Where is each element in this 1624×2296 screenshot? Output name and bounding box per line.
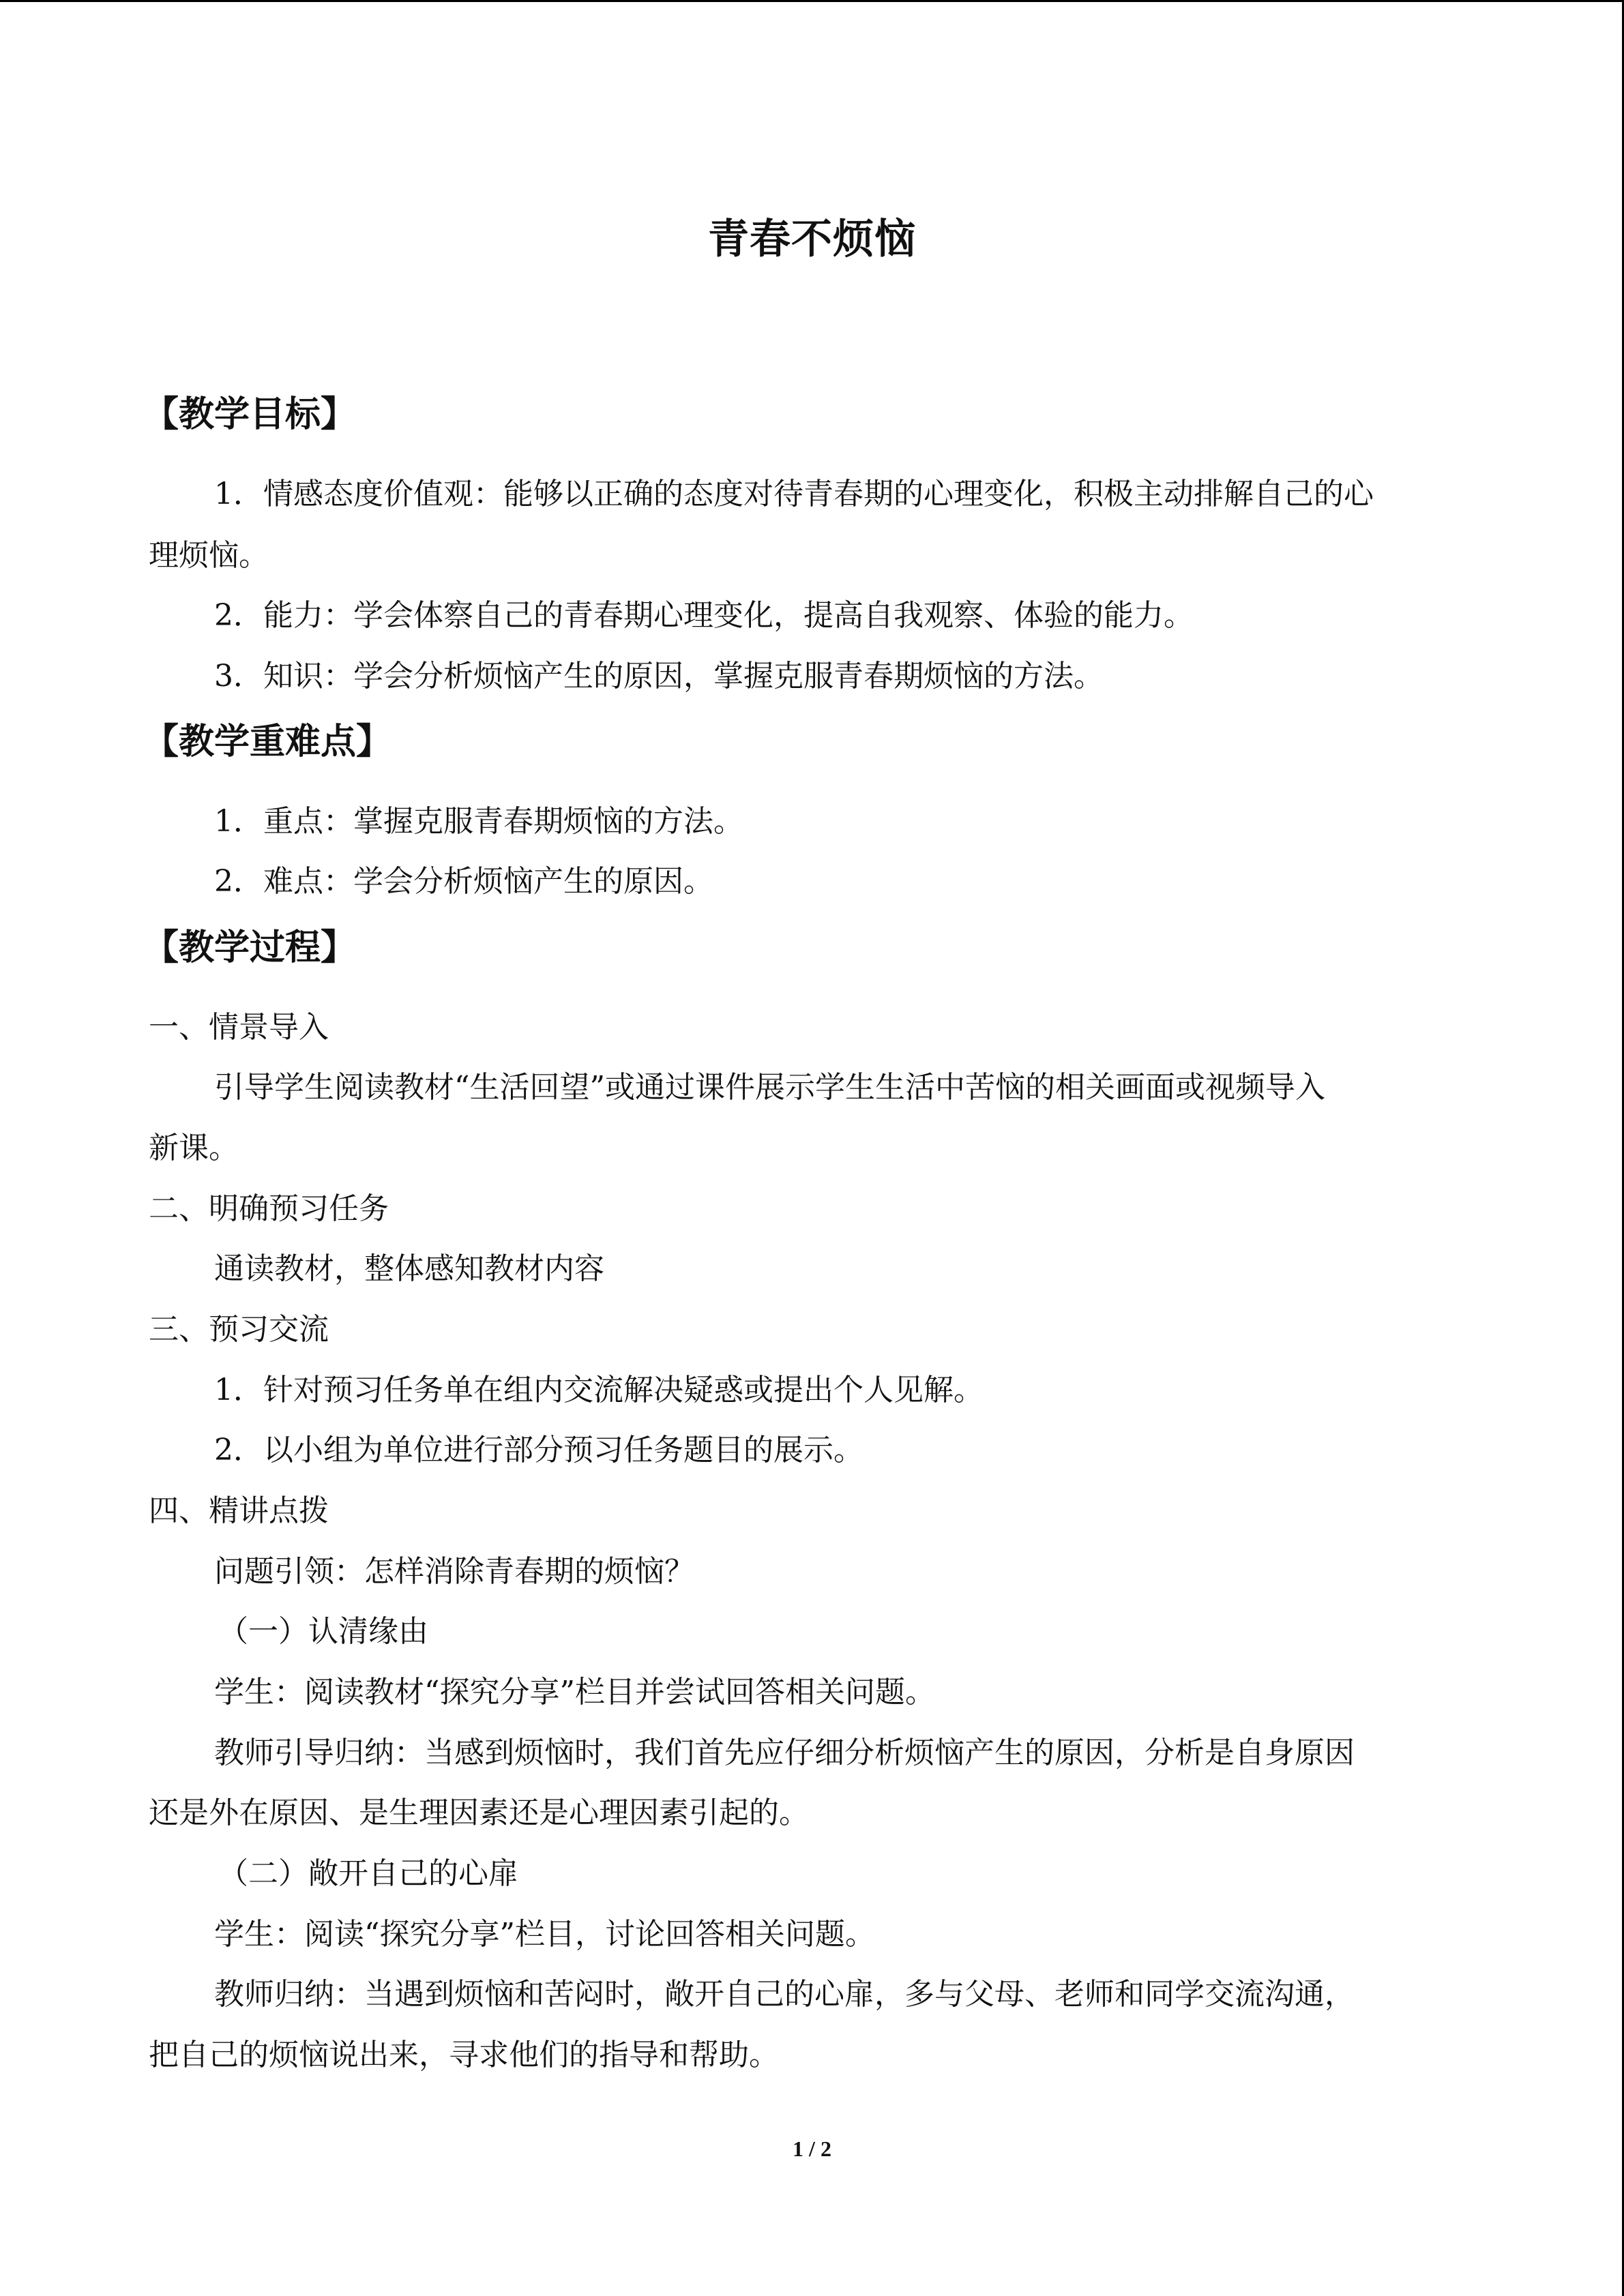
- page-number: 1 / 2: [793, 2136, 831, 2161]
- subsection-1-teacher-line-2: 还是外在原因、是生理因素还是心理因素引起的。: [149, 1795, 809, 1830]
- process-part-3-title: 三、预习交流: [149, 1312, 329, 1347]
- goal-item-1-line-1: 1．情感态度价值观：能够以正确的态度对待青春期的心理变化，积极主动排解自己的心: [214, 477, 1374, 511]
- subsection-2-teacher-line-2: 把自己的烦恼说出来，寻求他们的指导和帮助。: [149, 2038, 779, 2072]
- key-point-item-2: 2．难点：学会分析烦恼产生的原因。: [214, 864, 713, 899]
- process-part-2-title: 二、明确预习任务: [149, 1191, 389, 1226]
- document-title: 青春不烦恼: [708, 215, 916, 263]
- section-heading-process: 【教学过程】: [143, 927, 357, 968]
- subsection-2-title: （二）敞开自己的心扉: [218, 1856, 518, 1891]
- process-part-3-item-1: 1．针对预习任务单在组内交流解决疑惑或提出个人见解。: [214, 1373, 984, 1407]
- goal-item-3: 3．知识：学会分析烦恼产生的原因，掌握克服青春期烦恼的方法。: [214, 659, 1104, 694]
- goal-item-1-line-2: 理烦恼。: [149, 538, 269, 573]
- key-point-item-1: 1．重点：掌握克服青春期烦恼的方法。: [214, 804, 743, 839]
- process-part-1-title: 一、情景导入: [149, 1010, 329, 1045]
- goal-item-2: 2．能力：学会体察自己的青春期心理变化，提高自我观察、体验的能力。: [214, 598, 1194, 633]
- section-heading-goals: 【教学目标】: [143, 394, 357, 435]
- section-heading-key-points: 【教学重难点】: [143, 721, 392, 762]
- subsection-2-teacher-line-1: 教师归纳：当遇到烦恼和苦闷时，敞开自己的心扉，多与父母、老师和同学交流沟通，: [214, 1977, 1355, 2012]
- process-part-1-text-line-1: 引导学生阅读教材“生活回望”或通过课件展示学生生活中苦恼的相关画面或视频导入: [214, 1070, 1325, 1105]
- process-part-3-item-2: 2．以小组为单位进行部分预习任务题目的展示。: [214, 1433, 863, 1467]
- process-part-4-question: 问题引领：怎样消除青春期的烦恼？: [214, 1554, 694, 1589]
- subsection-2-student: 学生：阅读“探究分享”栏目，讨论回答相关问题。: [214, 1917, 875, 1952]
- process-part-2-text: 通读教材，整体感知教材内容: [214, 1251, 604, 1286]
- process-part-4-title: 四、精讲点拨: [149, 1493, 329, 1528]
- process-part-1-text-line-2: 新课。: [149, 1131, 239, 1165]
- subsection-1-student: 学生：阅读教材“探究分享”栏目并尝试回答相关问题。: [214, 1675, 935, 1710]
- subsection-1-title: （一）认清缘由: [218, 1614, 428, 1649]
- subsection-1-teacher-line-1: 教师引导归纳：当感到烦恼时，我们首先应仔细分析烦恼产生的原因，分析是自身原因: [214, 1735, 1355, 1770]
